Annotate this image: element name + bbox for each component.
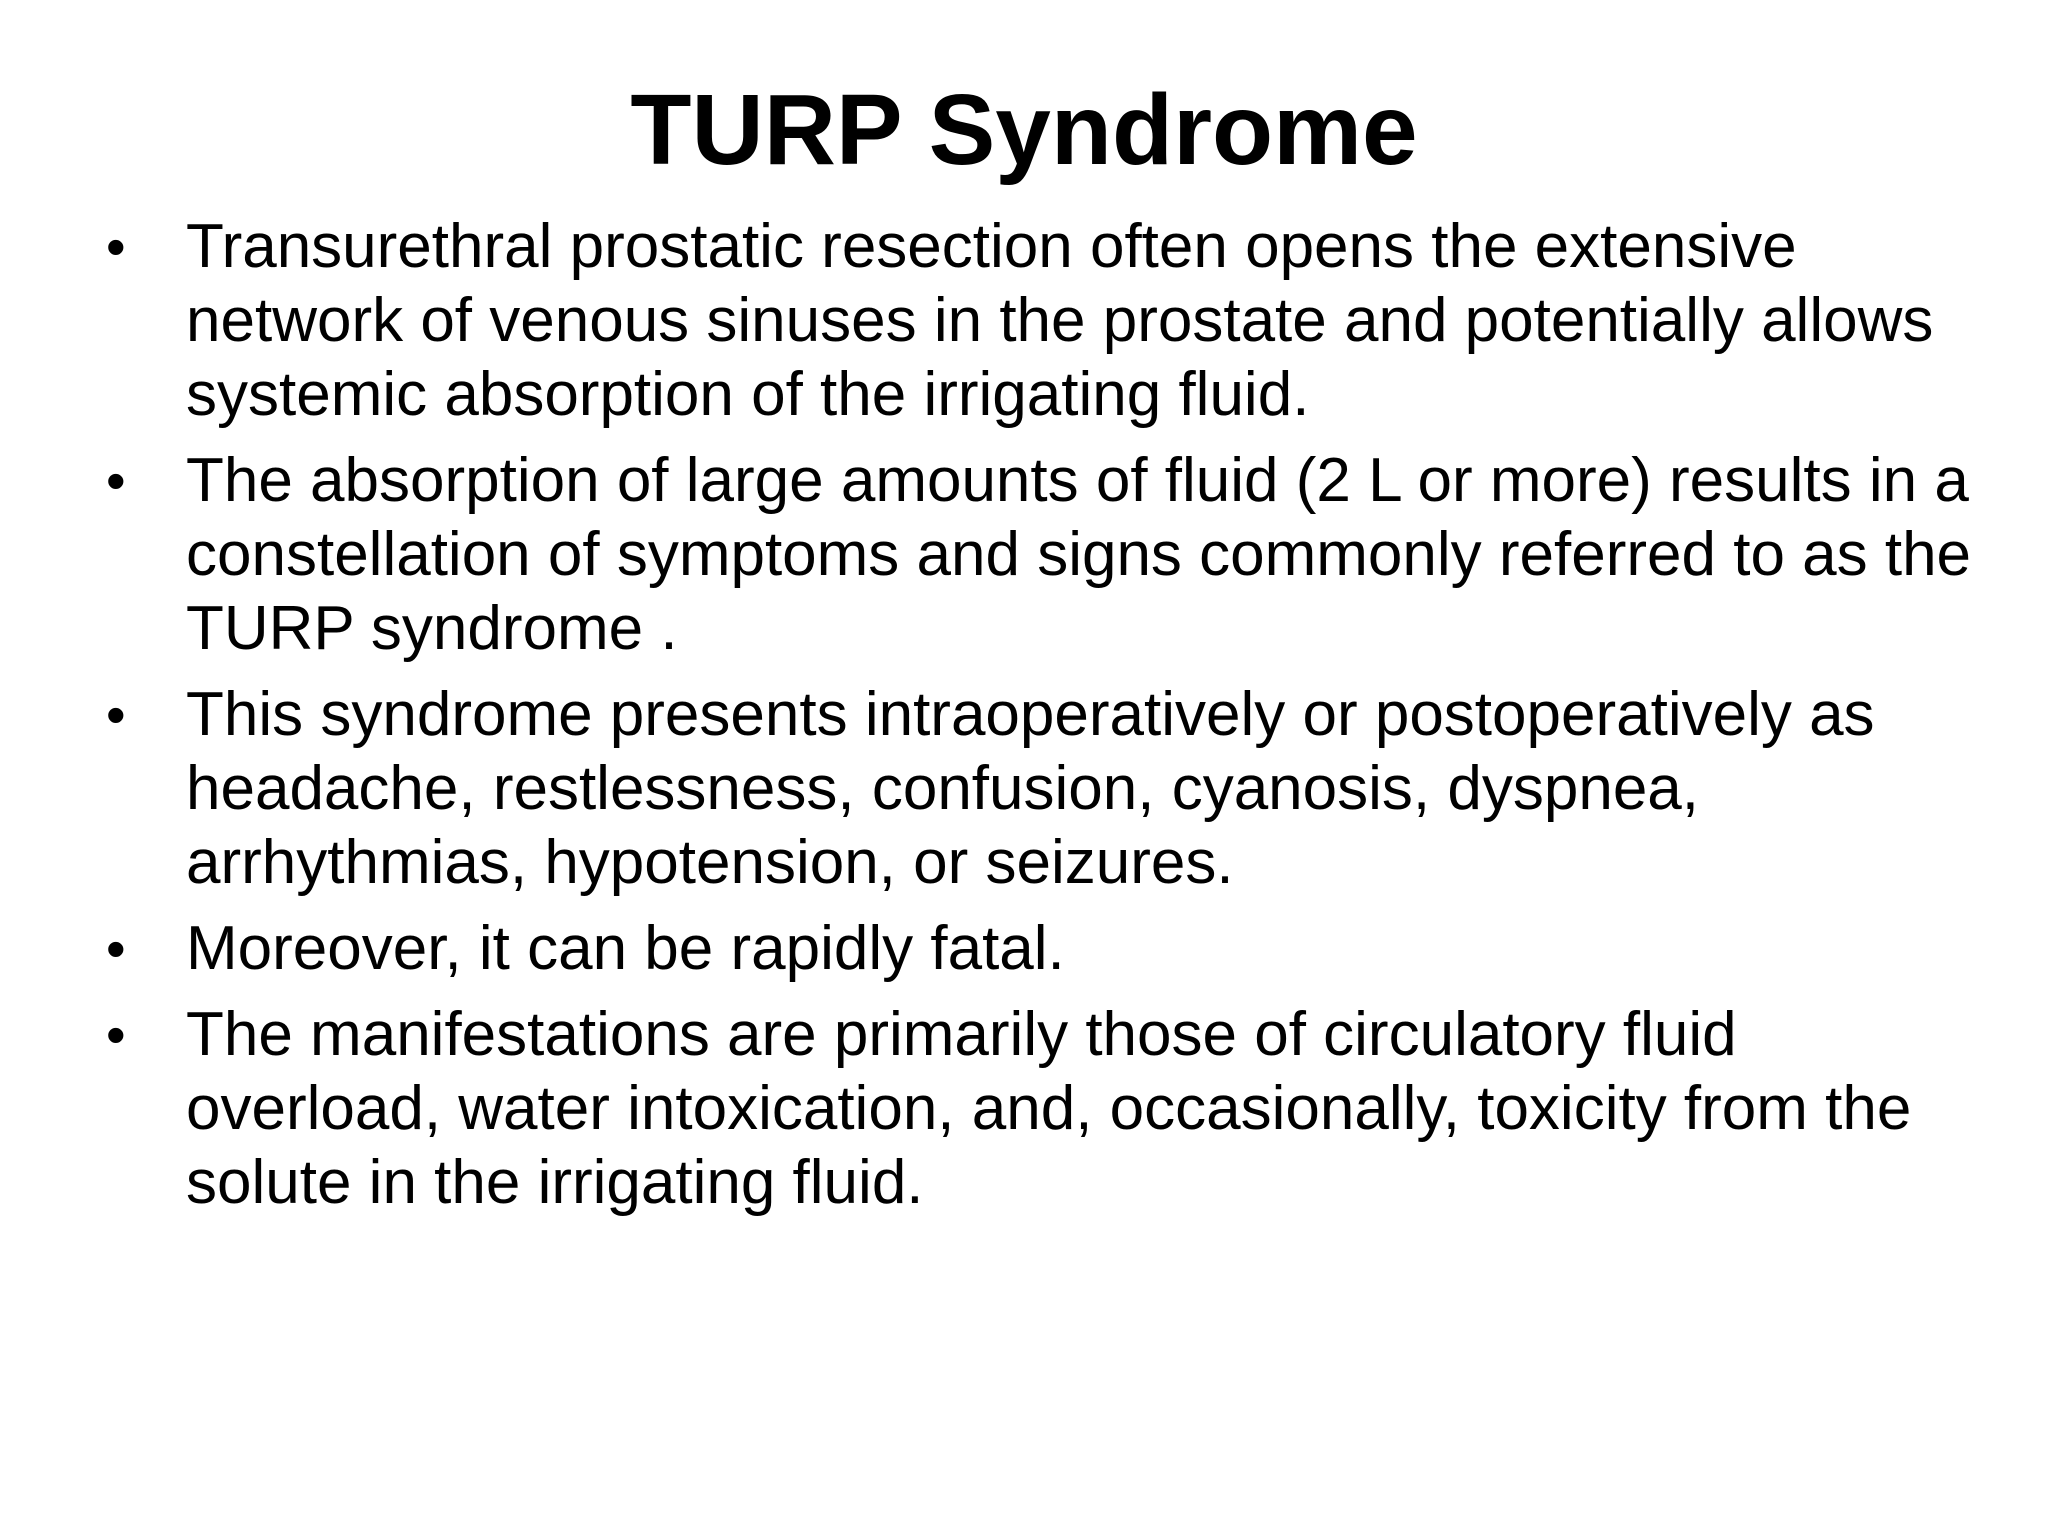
bullet-list bbox=[100, 210, 1980, 1232]
bullet-item bbox=[100, 444, 1980, 666]
bullet-icon: • bbox=[106, 917, 126, 980]
bullet-icon: • bbox=[106, 683, 126, 746]
bullet-item bbox=[100, 678, 1980, 900]
bullet-item bbox=[100, 998, 1980, 1220]
bullet-text: Moreover, it can be rapidly fatal. bbox=[186, 914, 1065, 983]
bullet-text: The manifestations are primarily those of circulatory fluid overload, water intoxication, and, occasionally, toxicity from the solute in the irrigating fluid. bbox=[186, 1000, 1912, 1217]
bullet-item bbox=[100, 912, 1980, 986]
bullet-text: This syndrome presents intraoperatively or postoperatively as headache, restlessness, confusion, cyanosis, dyspnea, arrhythmias, hypotension, or seizures. bbox=[186, 680, 1875, 897]
bullet-icon: • bbox=[106, 215, 126, 278]
slide-title: TURP Syndrome bbox=[630, 74, 1418, 186]
bullet-icon: • bbox=[106, 449, 126, 512]
bullet-icon: • bbox=[106, 1003, 126, 1066]
bullet-text: The absorption of large amounts of fluid (2 L or more) results in a constellation of symptoms and signs commonly referred to as the TURP syndrome . bbox=[186, 446, 1972, 663]
bullet-text: Transurethral prostatic resection often opens the extensive network of venous sinuses in the prostate and potentially allows systemic absorption of the irrigating fluid. bbox=[186, 212, 1934, 429]
bullet-item bbox=[100, 210, 1980, 432]
